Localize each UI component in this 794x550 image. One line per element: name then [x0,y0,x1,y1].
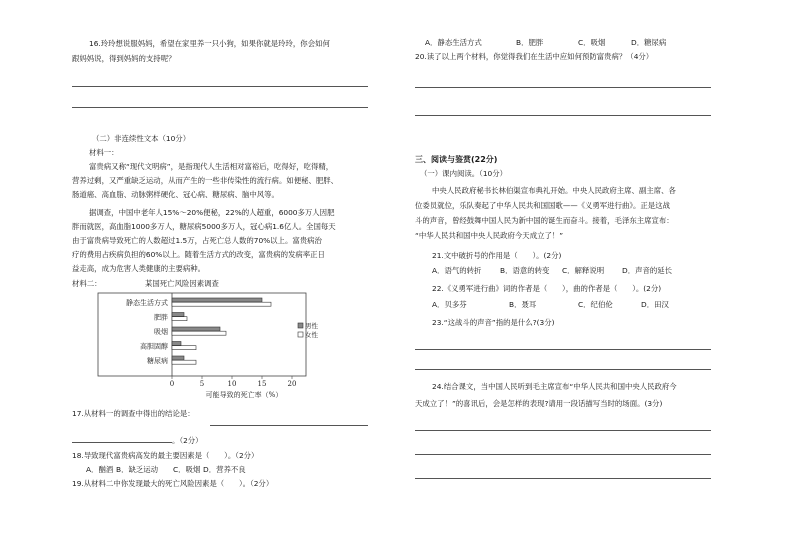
answer-line[interactable] [415,349,711,350]
answer-line[interactable] [415,87,711,88]
category-label: 肥胖 [154,313,168,322]
para2-line: 益走高，成为危害人类健康的主要病种。 [72,264,206,273]
para2-line: 胖而就医，高血脂1000多万人，糖尿病5000多万人，冠心病1.6亿人。全国每天 [72,222,336,231]
q22-option-d[interactable]: D．田汉 [641,300,669,309]
section3-sub1: （一）课内阅读。（10分） [420,169,508,178]
category-label: 吸烟 [154,328,168,336]
para1-line: 富贵病又称“现代文明病”，是指现代人生活相对富裕后，吃得好，吃得精， [89,162,334,171]
material2-label: 材料二： [72,279,102,288]
q21-text: 21.文中破折号的作用是（ ）。(2分) [432,251,562,260]
q24-line1: 24.结合课文，当中国人民听到毛主席宣布“中华人民共和国中央人民政府今 [432,382,677,391]
risk-factor-bar-chart [80,290,340,402]
bar-male [172,313,184,317]
x-tick-label: 0 [169,380,175,388]
q22-option-c[interactable]: C．纪伯伦 [578,300,613,309]
passage-line: 斗的声音，曾经鼓舞中国人民为新中国的诞生而奋斗。接着，毛泽东主席宣布： [415,216,674,225]
section2-title: （二）非连续性文本（10分） [92,134,191,143]
category-label: 静态生活方式 [126,299,168,307]
passage-line: “中华人民共和国中央人民政府今天成立了！” [415,231,564,240]
q16-line1: 16.玲玲想说服妈妈，希望在家里养一只小狗，如果你就是玲玲，你会如何 [89,39,330,48]
q17-score: 。（2分） [172,436,203,445]
material1-label: 材料一： [89,148,119,157]
q22-option-b[interactable]: B．聂耳 [509,300,537,309]
section3-title: 三、阅读与鉴赏(22分) [415,155,498,164]
para2-line: 疗的费用占疾病负担的60%以上。随着生活方式的改变，富贵病的发病率正日 [72,250,325,259]
q18-option-d[interactable]: D．营养不良 [203,465,246,474]
passage-line: 中央人民政府秘书长林伯渠宣布典礼开始。中央人民政府主席、副主席、各 [432,186,676,195]
legend-label: 男性 [305,322,318,330]
answer-line[interactable] [415,369,711,370]
answer-line[interactable] [210,425,368,426]
q16-line2: 跟妈妈说，得到妈妈的支持呢？ [72,54,176,63]
bar-male [172,298,262,302]
q19-option-b[interactable]: B．肥胖 [516,38,544,47]
passage-line: 位委员就位，乐队奏起了中华人民共和国国歌——《义勇军进行曲》。正是这战 [415,201,670,210]
bar-female [172,360,196,364]
legend-label: 女性 [305,331,318,339]
answer-line[interactable] [415,115,711,116]
x-tick-label: 10 [227,380,237,388]
q18-option-a[interactable]: A．酗酒 [86,465,114,474]
category-label: 高胆固醇 [140,342,168,351]
q20-text: 20.读了以上两个材料，你觉得我们在生活中应如何预防富贵病？（4分） [415,52,654,61]
answer-line[interactable] [72,442,172,443]
q19-option-a[interactable]: A．静态生活方式 [425,38,482,47]
q24-line2: 天成立了！”的喜讯后，会是怎样的表现?请用一段话描写当时的场面。(3分) [415,399,663,408]
x-tick-label: 15 [257,380,267,388]
q22-option-a[interactable]: A．贝多芬 [432,300,467,309]
bar-male [172,356,184,360]
answer-line[interactable] [415,430,711,431]
q19-option-c[interactable]: C．吸烟 [578,38,606,47]
bar-female [172,302,271,306]
q19-text: 19.从材料二中你发现最大的死亡风险因素是（ ）。（2分） [72,479,274,488]
q22-text: 22.《义勇军进行曲》词的作者是（ ），曲的作者是（ ）。(2分) [432,284,662,293]
bar-female [172,317,187,321]
para1-line: 营养过剩，又严重缺乏运动，从而产生的一些非传染性的流行病。如便秘、肥胖、 [72,176,339,185]
chart-title: 某国死亡风险因素调查 [145,279,219,288]
q21-option-c[interactable]: C．解释说明 [562,266,605,275]
q21-option-a[interactable]: A．语气的转折 [432,266,482,275]
q18-text: 18.导致现代富贵病高发的最主要因素是（ ）。（2分） [72,451,259,460]
bar-male [172,342,181,346]
bar-male [172,327,220,331]
x-tick-label: 20 [287,380,297,388]
answer-line[interactable] [72,107,368,108]
answer-line[interactable] [415,454,711,455]
bar-female [172,331,226,335]
q23-text: 23.“这战斗的声音”指的是什么?(3分) [432,318,555,327]
category-label: 糖尿病 [147,357,168,365]
answer-line[interactable] [72,86,368,87]
para2-line: 由于富贵病导致死亡的人数超过1.5万，占死亡总人数的70%以上。富贵病治 [72,236,322,245]
para2-line: 据调查，中国中老年人15%～20%便秘，22%的人超重，6000多万人因肥 [89,208,335,217]
answer-line[interactable] [415,478,711,479]
q18-option-c[interactable]: C．吸烟 [173,465,201,474]
para1-line: 肠道癌、高血脂、动脉粥样硬化、冠心病、糖尿病、脑中风等。 [72,190,279,199]
legend-swatch [298,332,303,337]
legend-swatch [298,323,303,328]
x-tick-label: 5 [199,380,205,388]
q19-option-d[interactable]: D．糖尿病 [631,38,667,47]
x-axis-label: 可能导致的死亡率（%） [205,391,283,399]
q21-option-d[interactable]: D．声音的延长 [622,266,673,275]
q21-option-b[interactable]: B．语意的转变 [500,266,550,275]
q17-text: 17.从材料一的调查中得出的结论是： [72,409,195,418]
q18-option-b[interactable]: B．缺乏运动 [116,465,159,474]
bar-female [172,346,196,350]
